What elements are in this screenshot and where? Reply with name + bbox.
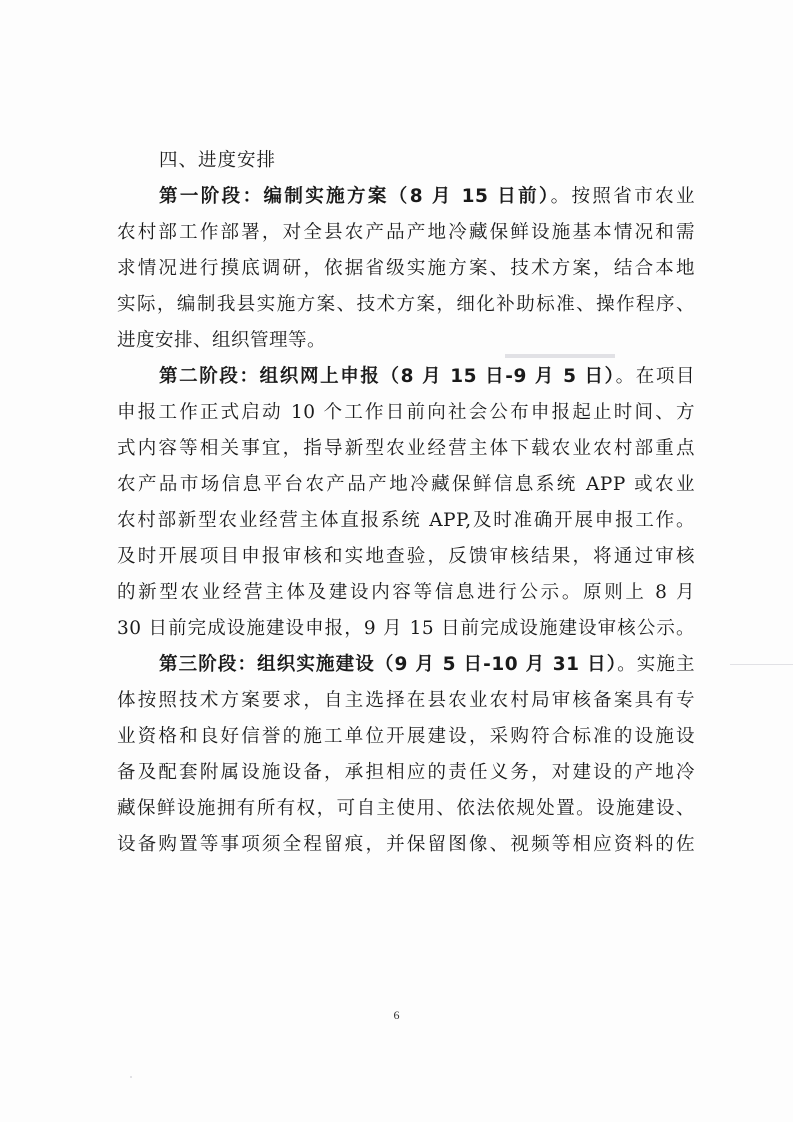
paragraph-line xyxy=(117,359,695,395)
paragraph-line xyxy=(117,647,695,683)
stage-2-title: 第二阶段：组织网上申报（8 月 15 日-9 月 5 日） xyxy=(159,366,616,387)
paragraph-text: 。按照省市农业 xyxy=(550,186,695,207)
paragraph-line: 农村部工作部署，对全县农产品产地冷藏保鲜设施基本情况和需 xyxy=(117,222,695,243)
stage-2-paragraph xyxy=(117,359,695,647)
paragraph-line: 体按照技术方案要求，自主选择在县农业农村局审核备案具有专 xyxy=(117,690,695,711)
paragraph-line: 农村部新型农业经营主体直报系统 APP,及时准确开展申报工作。 xyxy=(117,510,695,531)
paragraph-line: 申报工作正式启动 10 个工作日前向社会公布申报起止时间、方 xyxy=(117,402,695,423)
stage-1-title: 第一阶段：编制实施方案（8 月 15 日前） xyxy=(159,186,551,207)
stage-1-paragraph xyxy=(117,179,695,359)
stage-3-paragraph xyxy=(117,647,695,863)
stage-3-title: 第三阶段：组织实施建设（9 月 5 日-10 月 31 日） xyxy=(159,654,618,675)
paragraph-line: 业资格和良好信誉的施工单位开展建设，采购符合标准的设施设 xyxy=(117,726,695,747)
paragraph-line: 求情况进行摸底调研，依据省级实施方案、技术方案，结合本地 xyxy=(117,258,695,279)
paragraph-line: 藏保鲜设施拥有所有权，可自主使用、依法依规处置。设施建设、 xyxy=(117,798,695,819)
scan-artifact xyxy=(505,354,615,358)
paragraph-line: 实际，编制我县实施方案、技术方案，细化补助标准、操作程序、 xyxy=(117,294,695,315)
paragraph-line: 农产品市场信息平台农产品产地冷藏保鲜信息系统 APP 或农业 xyxy=(117,474,695,495)
paragraph-line: 备及配套附属设施设备，承担相应的责任义务，对建设的产地冷 xyxy=(117,762,695,783)
paragraph-line: 进度安排、组织管理等。 xyxy=(117,330,327,351)
scan-artifact xyxy=(130,1076,132,1078)
paragraph-line: 30 日前完成设施建设申报，9 月 15 日前完成设施建设审核公示。 xyxy=(117,618,695,639)
paragraph-text: 。实施主 xyxy=(617,654,695,675)
paragraph-line: 设备购置等事项须全程留痕，并保留图像、视频等相应资料的佐 xyxy=(117,834,695,855)
page-number: 6 xyxy=(393,1008,400,1022)
paragraph-text: 。在项目 xyxy=(615,366,695,387)
paragraph-line: 及时开展项目申报审核和实地查验，反馈审核结果，将通过审核 xyxy=(117,546,695,567)
section-heading: 四、进度安排 xyxy=(159,150,277,171)
paragraph-line: 式内容等相关事宜，指导新型农业经营主体下载农业农村部重点 xyxy=(117,438,695,459)
scan-artifact xyxy=(730,664,793,665)
paragraph-line: 的新型农业经营主体及建设内容等信息进行公示。原则上 8 月 xyxy=(117,582,695,603)
document-body xyxy=(117,143,695,863)
paragraph-line xyxy=(117,179,695,215)
